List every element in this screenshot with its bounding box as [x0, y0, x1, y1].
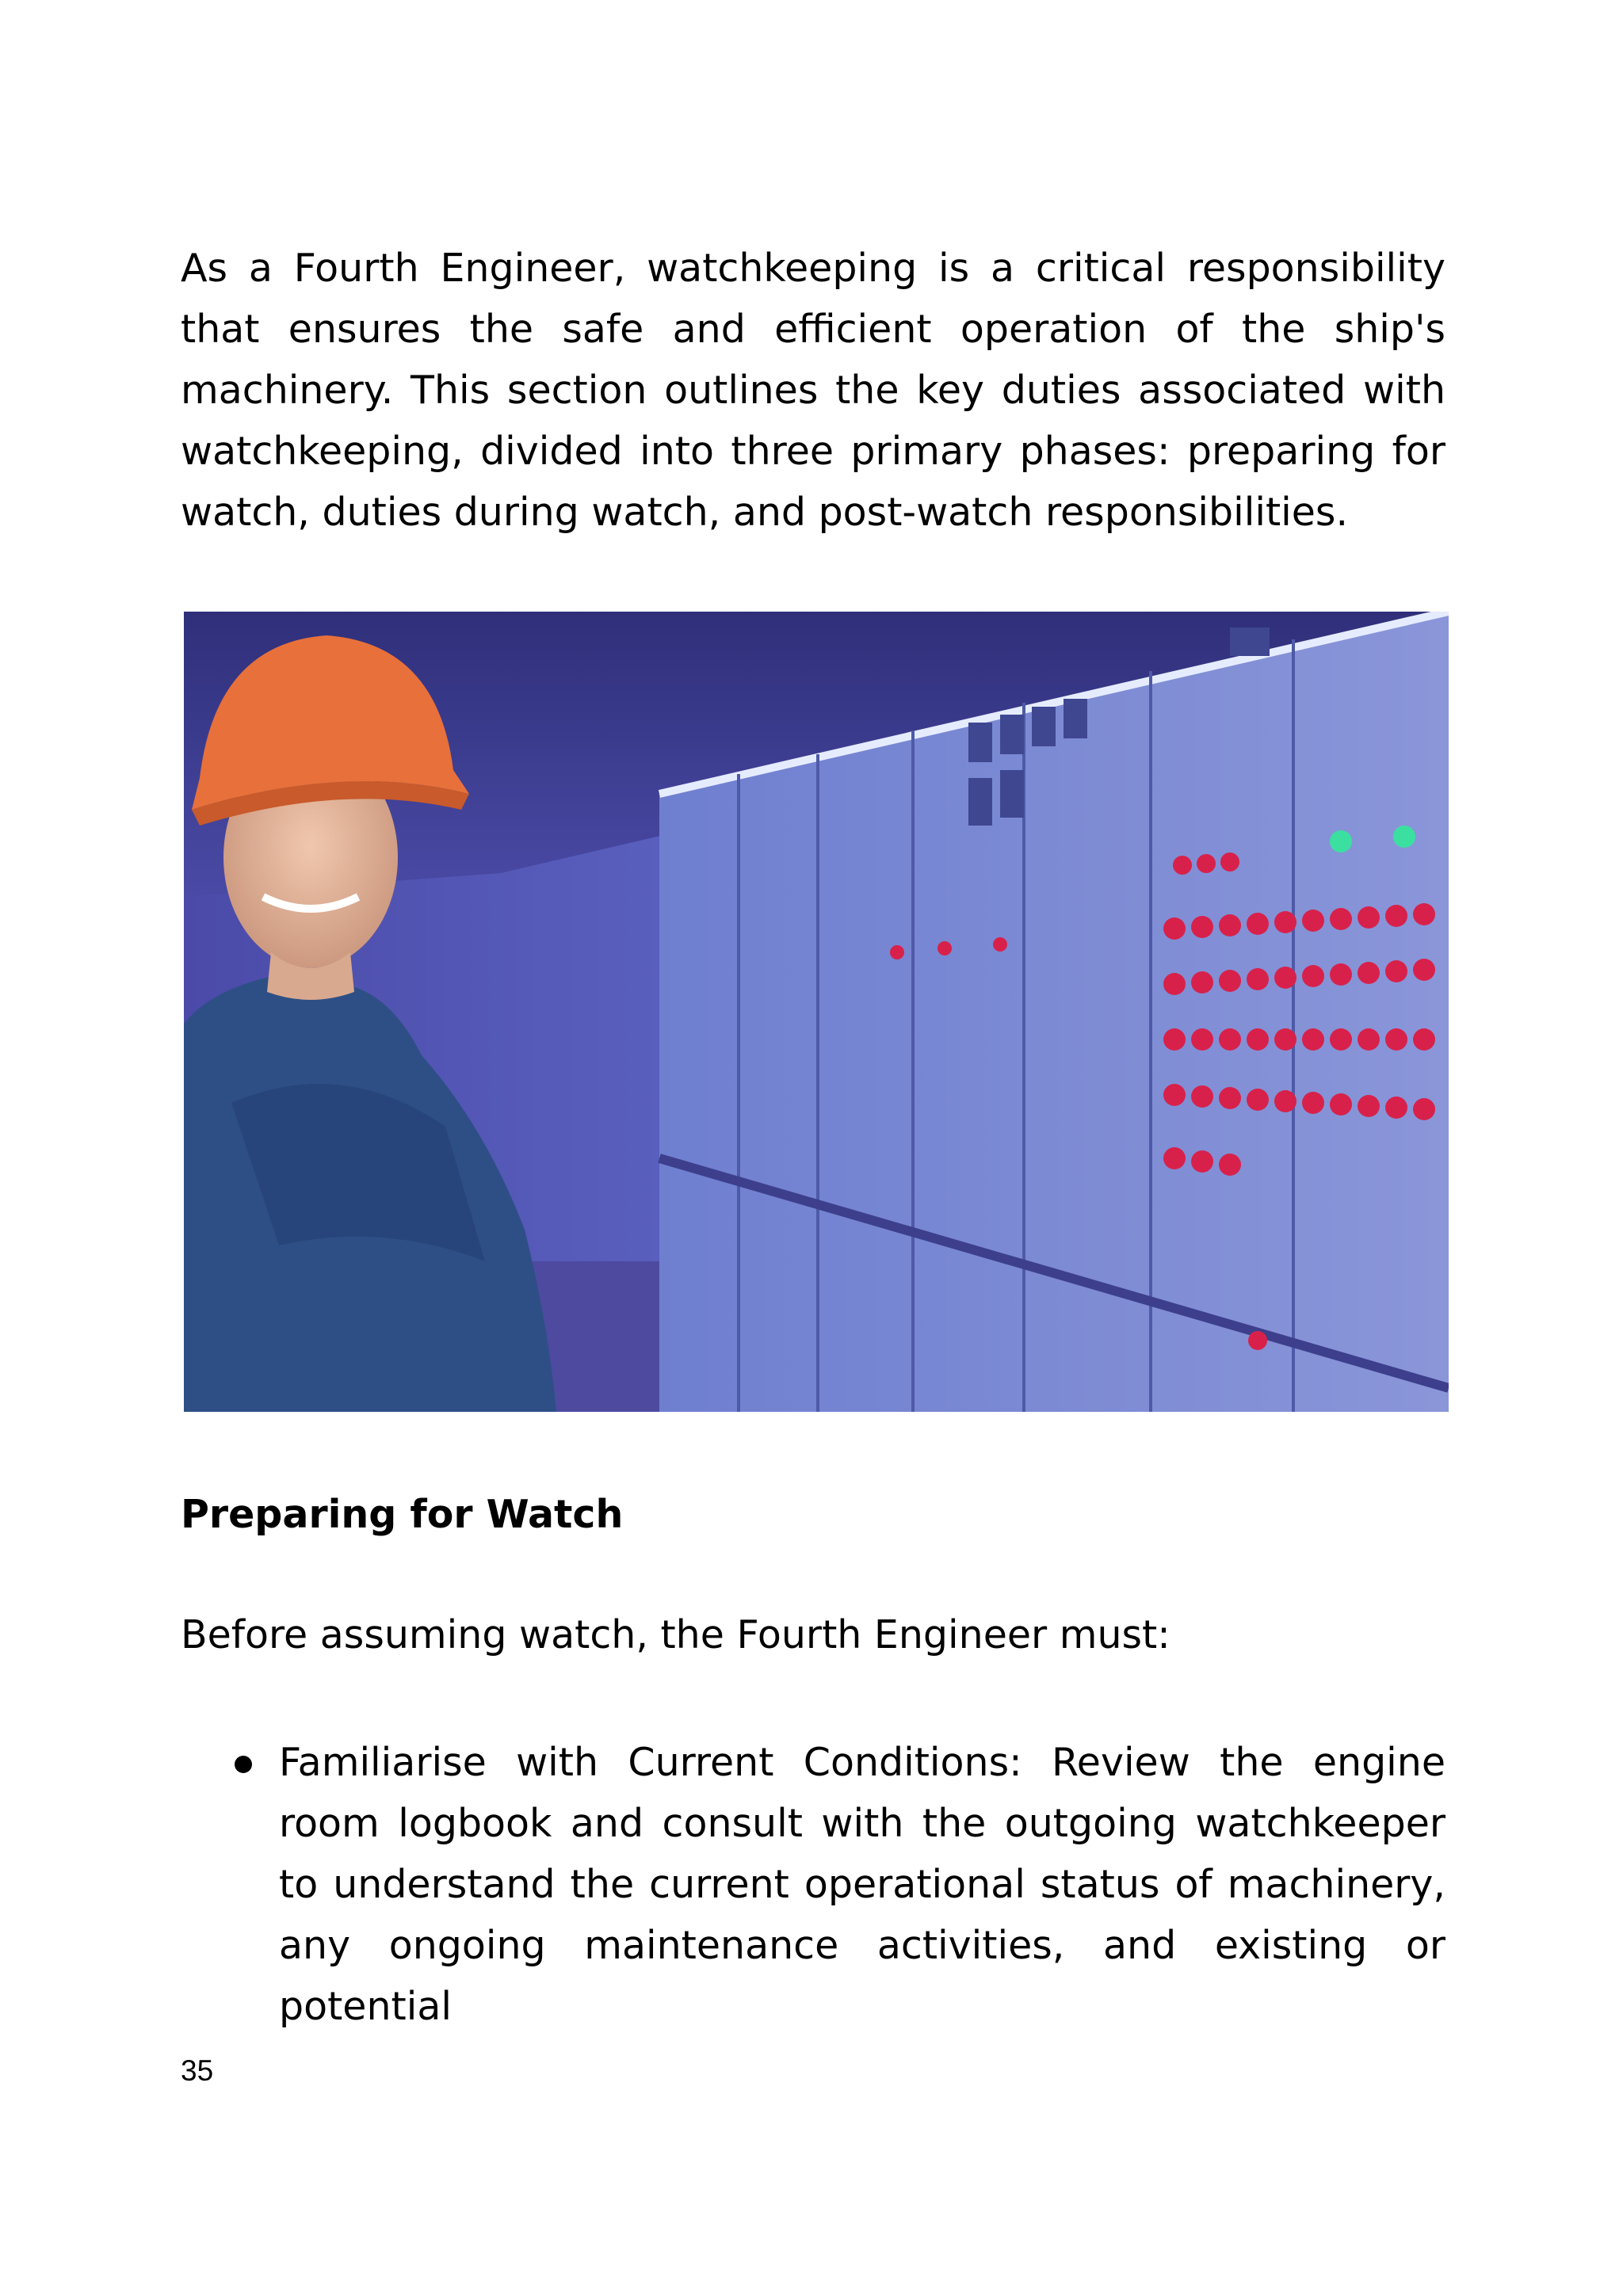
- bullet-icon: [235, 1756, 252, 1773]
- intro-paragraph: As a Fourth Engineer, watchkeeping is a critical responsibility that ensures the safe and efficient operation of the ship's machinery. This section outlines the key duties associated with watchkeeping, divided into three primary phases: preparing for watch, duties during watch, and post-watch responsibilities.: [181, 246, 1445, 535]
- list-item-text: Familiarise with Current Conditions: Review the engine room logbook and consult with the outgoing watchkeeper to understand the current operational status of machinery, any ongoing maintenance activities, and existing or potential: [279, 1740, 1445, 2029]
- bullet-list: [181, 1732, 1445, 2037]
- section-heading: Preparing for Watch: [181, 1492, 624, 1537]
- lead-sentence: Before assuming watch, the Fourth Engineer must:: [181, 1612, 1170, 1657]
- engineer-photo: [184, 612, 1449, 1412]
- list-item: [181, 1732, 1445, 2037]
- page-number: 35: [181, 2054, 214, 2087]
